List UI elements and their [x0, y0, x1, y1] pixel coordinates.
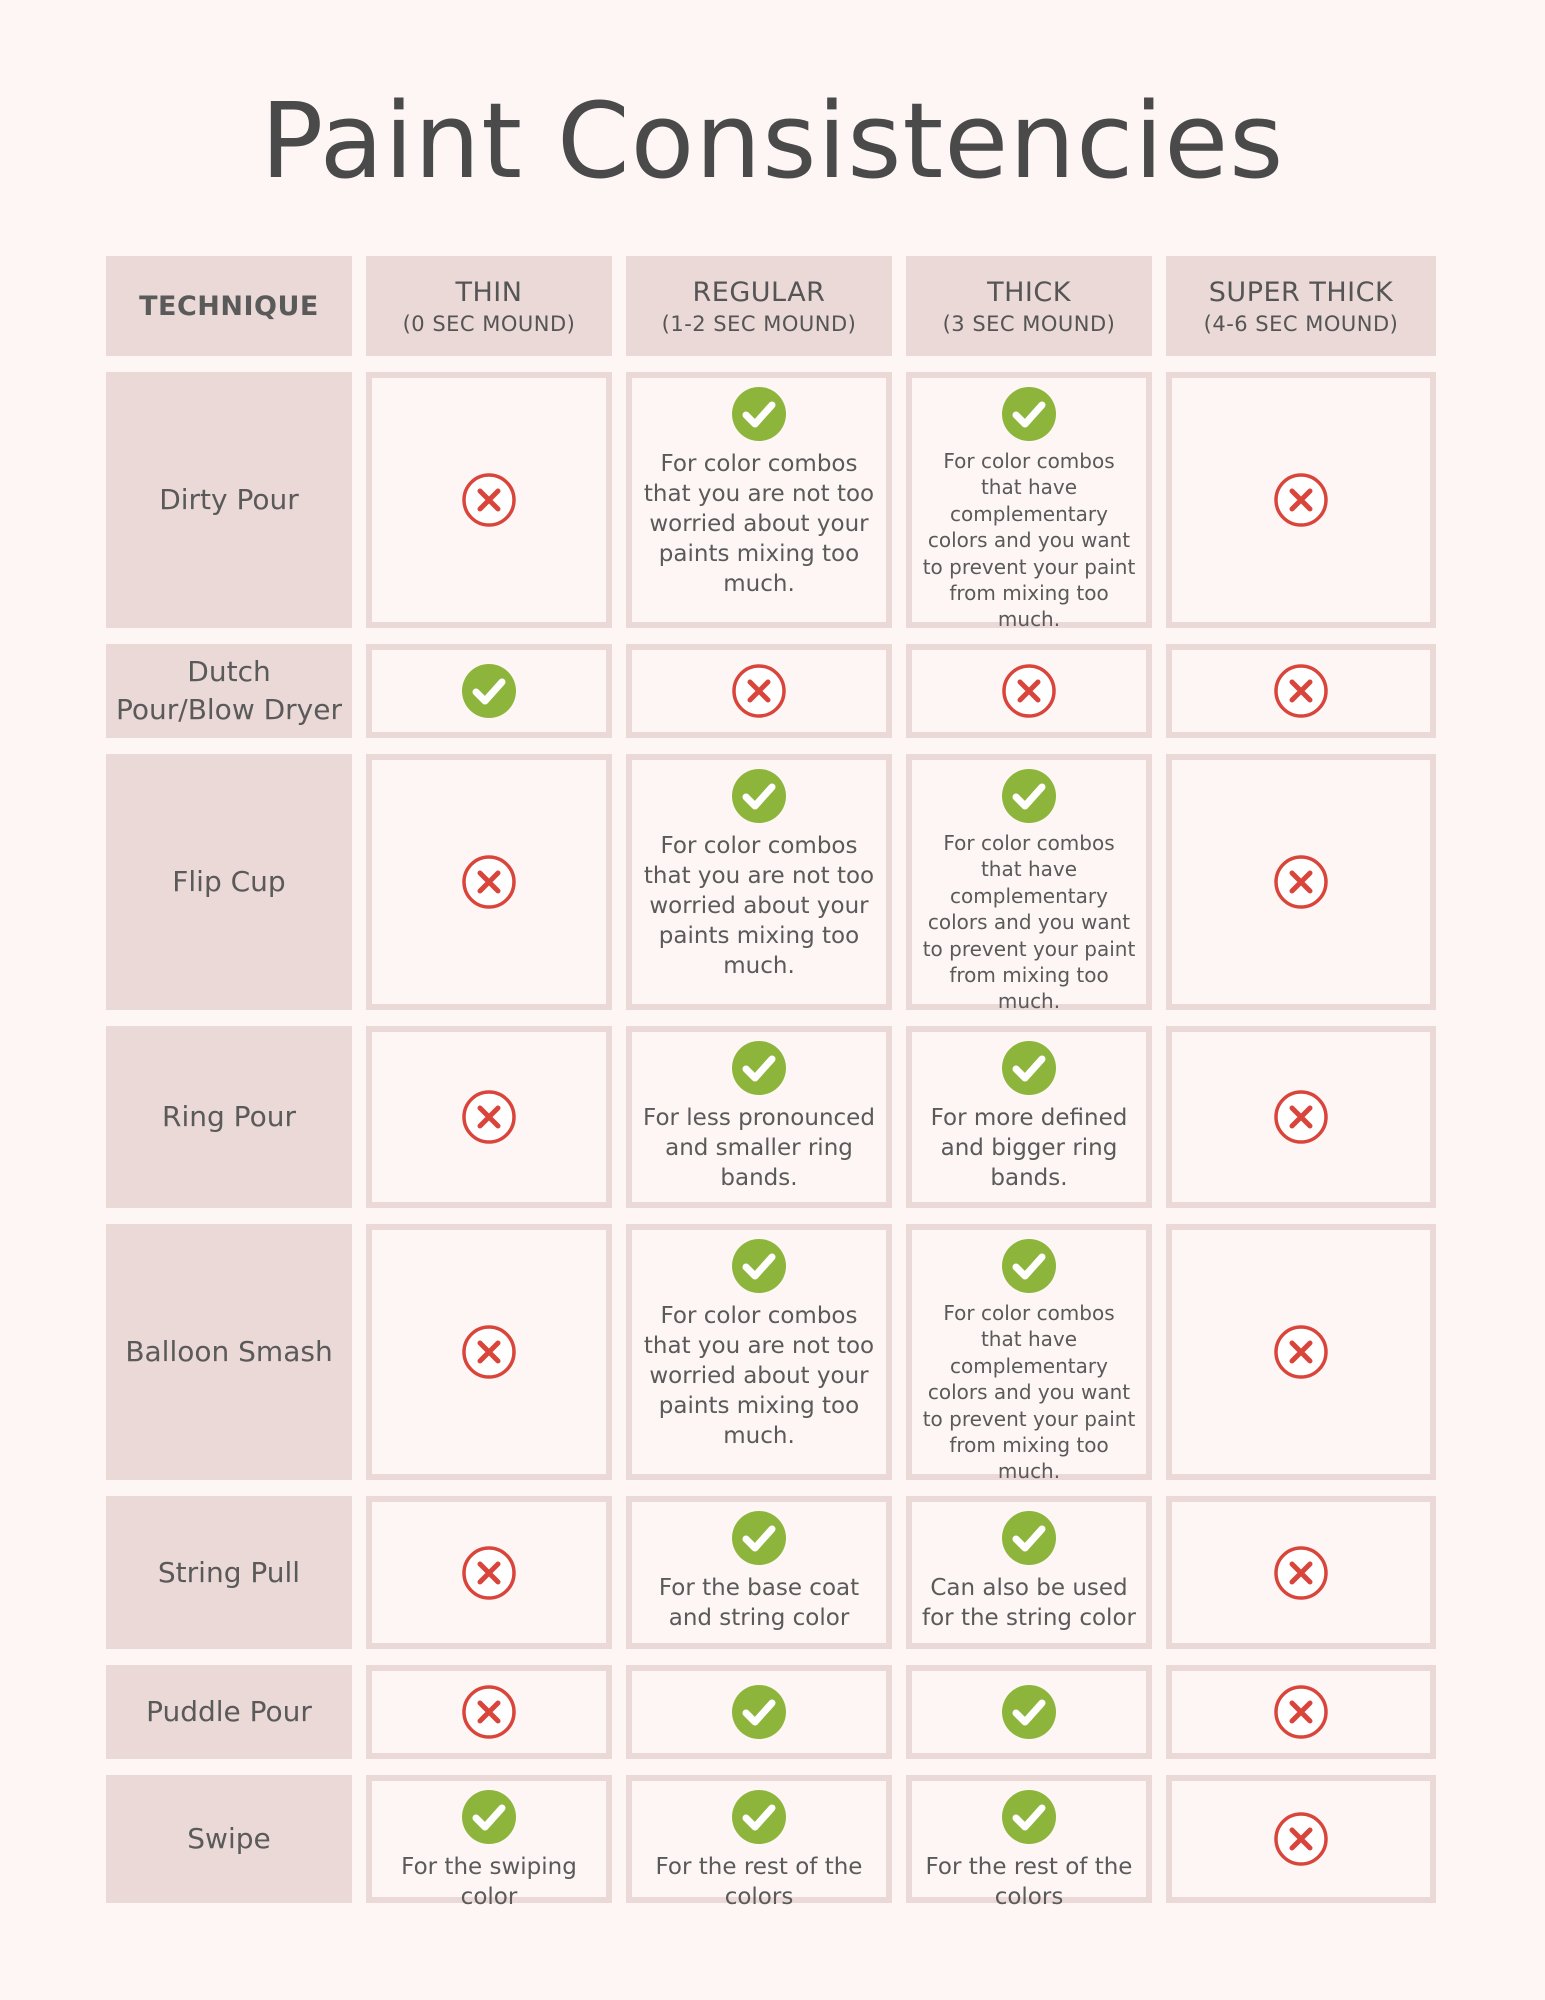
table-cell	[906, 1775, 1152, 1910]
cell-note: For the rest of the colors	[655, 1854, 863, 1910]
table-cell	[1166, 1496, 1436, 1649]
technique-label: String Pull	[106, 1496, 352, 1649]
table-cell	[1166, 1665, 1436, 1759]
table-cell	[906, 1665, 1152, 1759]
column-header-label: TECHNIQUE	[139, 290, 319, 322]
technique-label: Flip Cup	[106, 754, 352, 1010]
table-cell	[626, 1026, 892, 1208]
technique-label: Dirty Pour	[106, 372, 352, 628]
check-circle-icon	[731, 1684, 787, 1740]
cell-note: For less pronounced and smaller ring bands.	[643, 1105, 875, 1191]
check-circle-icon	[1001, 1510, 1057, 1566]
cell-note: For the swiping color	[401, 1854, 577, 1910]
x-circle-icon	[461, 1545, 517, 1601]
table-cell	[906, 1026, 1152, 1208]
column-header-label: THIN	[455, 276, 523, 308]
check-circle-icon	[461, 663, 517, 719]
x-circle-icon	[1273, 472, 1329, 528]
cell-note: For color combos that have complementary colors and you want to prevent your paint from mixing too much.	[922, 831, 1136, 1014]
column-header-sublabel: (4-6 SEC MOUND)	[1203, 311, 1399, 336]
table-cell	[906, 1496, 1152, 1649]
table-cell	[366, 1026, 612, 1208]
check-circle-icon	[1001, 1238, 1057, 1294]
x-circle-icon	[1273, 854, 1329, 910]
table-cell	[1166, 1775, 1436, 1903]
cell-note: Can also be used for the string color	[922, 1575, 1136, 1631]
table-cell	[626, 1224, 892, 1480]
table-cell	[366, 1775, 612, 1910]
table-cell	[1166, 1026, 1436, 1208]
consistency-table	[106, 256, 1436, 1910]
page-title: Paint Consistencies	[260, 80, 1285, 202]
column-header-label: THICK	[987, 276, 1071, 308]
technique-label: Balloon Smash	[106, 1224, 352, 1480]
column-header	[106, 256, 352, 356]
table-cell	[366, 1224, 612, 1480]
cell-note: For color combos that you are not too worried about your paints mixing too much.	[643, 1303, 875, 1449]
x-circle-icon	[461, 472, 517, 528]
column-header-sublabel: (1-2 SEC MOUND)	[661, 311, 857, 336]
x-circle-icon	[1273, 663, 1329, 719]
x-circle-icon	[1273, 1089, 1329, 1145]
table-cell	[366, 372, 612, 628]
x-circle-icon	[461, 1089, 517, 1145]
check-circle-icon	[461, 1789, 517, 1845]
technique-label: Puddle Pour	[106, 1665, 352, 1759]
cell-note: For more defined and bigger ring bands.	[930, 1105, 1128, 1191]
check-circle-icon	[1001, 1684, 1057, 1740]
table-cell	[1166, 372, 1436, 628]
check-circle-icon	[731, 1789, 787, 1845]
column-header-label: REGULAR	[692, 276, 826, 308]
cell-note: For color combos that have complementary colors and you want to prevent your paint from mixing too much.	[922, 449, 1136, 632]
column-header-sublabel: (3 SEC MOUND)	[942, 311, 1116, 336]
table-cell	[626, 1665, 892, 1759]
x-circle-icon	[731, 663, 787, 719]
table-cell	[366, 644, 612, 738]
check-circle-icon	[731, 768, 787, 824]
table-cell	[366, 1496, 612, 1649]
table-cell	[1166, 1224, 1436, 1480]
column-header	[1166, 256, 1436, 356]
table-cell	[626, 1775, 892, 1910]
column-header	[626, 256, 892, 356]
technique-label: Dutch Pour/Blow Dryer	[106, 644, 352, 738]
x-circle-icon	[461, 1324, 517, 1380]
table-cell	[626, 1496, 892, 1649]
cell-note: For the rest of the colors	[925, 1854, 1133, 1910]
table-cell	[366, 1665, 612, 1759]
table-cell	[626, 644, 892, 738]
check-circle-icon	[731, 386, 787, 442]
column-header	[366, 256, 612, 356]
x-circle-icon	[1273, 1811, 1329, 1867]
cell-note: For color combos that you are not too worried about your paints mixing too much.	[643, 451, 875, 597]
table-cell	[906, 372, 1152, 632]
table-cell	[626, 754, 892, 1010]
check-circle-icon	[1001, 1040, 1057, 1096]
x-circle-icon	[1273, 1545, 1329, 1601]
cell-note: For the base coat and string color	[658, 1575, 860, 1631]
x-circle-icon	[1001, 663, 1057, 719]
check-circle-icon	[1001, 768, 1057, 824]
table-cell	[906, 754, 1152, 1014]
table-cell	[366, 754, 612, 1010]
table-cell	[906, 644, 1152, 738]
table-cell	[1166, 754, 1436, 1010]
technique-label: Swipe	[106, 1775, 352, 1903]
check-circle-icon	[731, 1238, 787, 1294]
x-circle-icon	[1273, 1324, 1329, 1380]
x-circle-icon	[461, 854, 517, 910]
table-cell	[626, 372, 892, 628]
check-circle-icon	[731, 1040, 787, 1096]
check-circle-icon	[1001, 1789, 1057, 1845]
check-circle-icon	[1001, 386, 1057, 442]
column-header-sublabel: (0 SEC MOUND)	[402, 311, 576, 336]
technique-label: Ring Pour	[106, 1026, 352, 1208]
check-circle-icon	[731, 1510, 787, 1566]
cell-note: For color combos that you are not too worried about your paints mixing too much.	[643, 833, 875, 979]
x-circle-icon	[461, 1684, 517, 1740]
cell-note: For color combos that have complementary colors and you want to prevent your paint from mixing too much.	[922, 1301, 1136, 1484]
x-circle-icon	[1273, 1684, 1329, 1740]
table-cell	[906, 1224, 1152, 1484]
column-header-label: SUPER THICK	[1208, 276, 1394, 308]
table-cell	[1166, 644, 1436, 738]
column-header	[906, 256, 1152, 356]
